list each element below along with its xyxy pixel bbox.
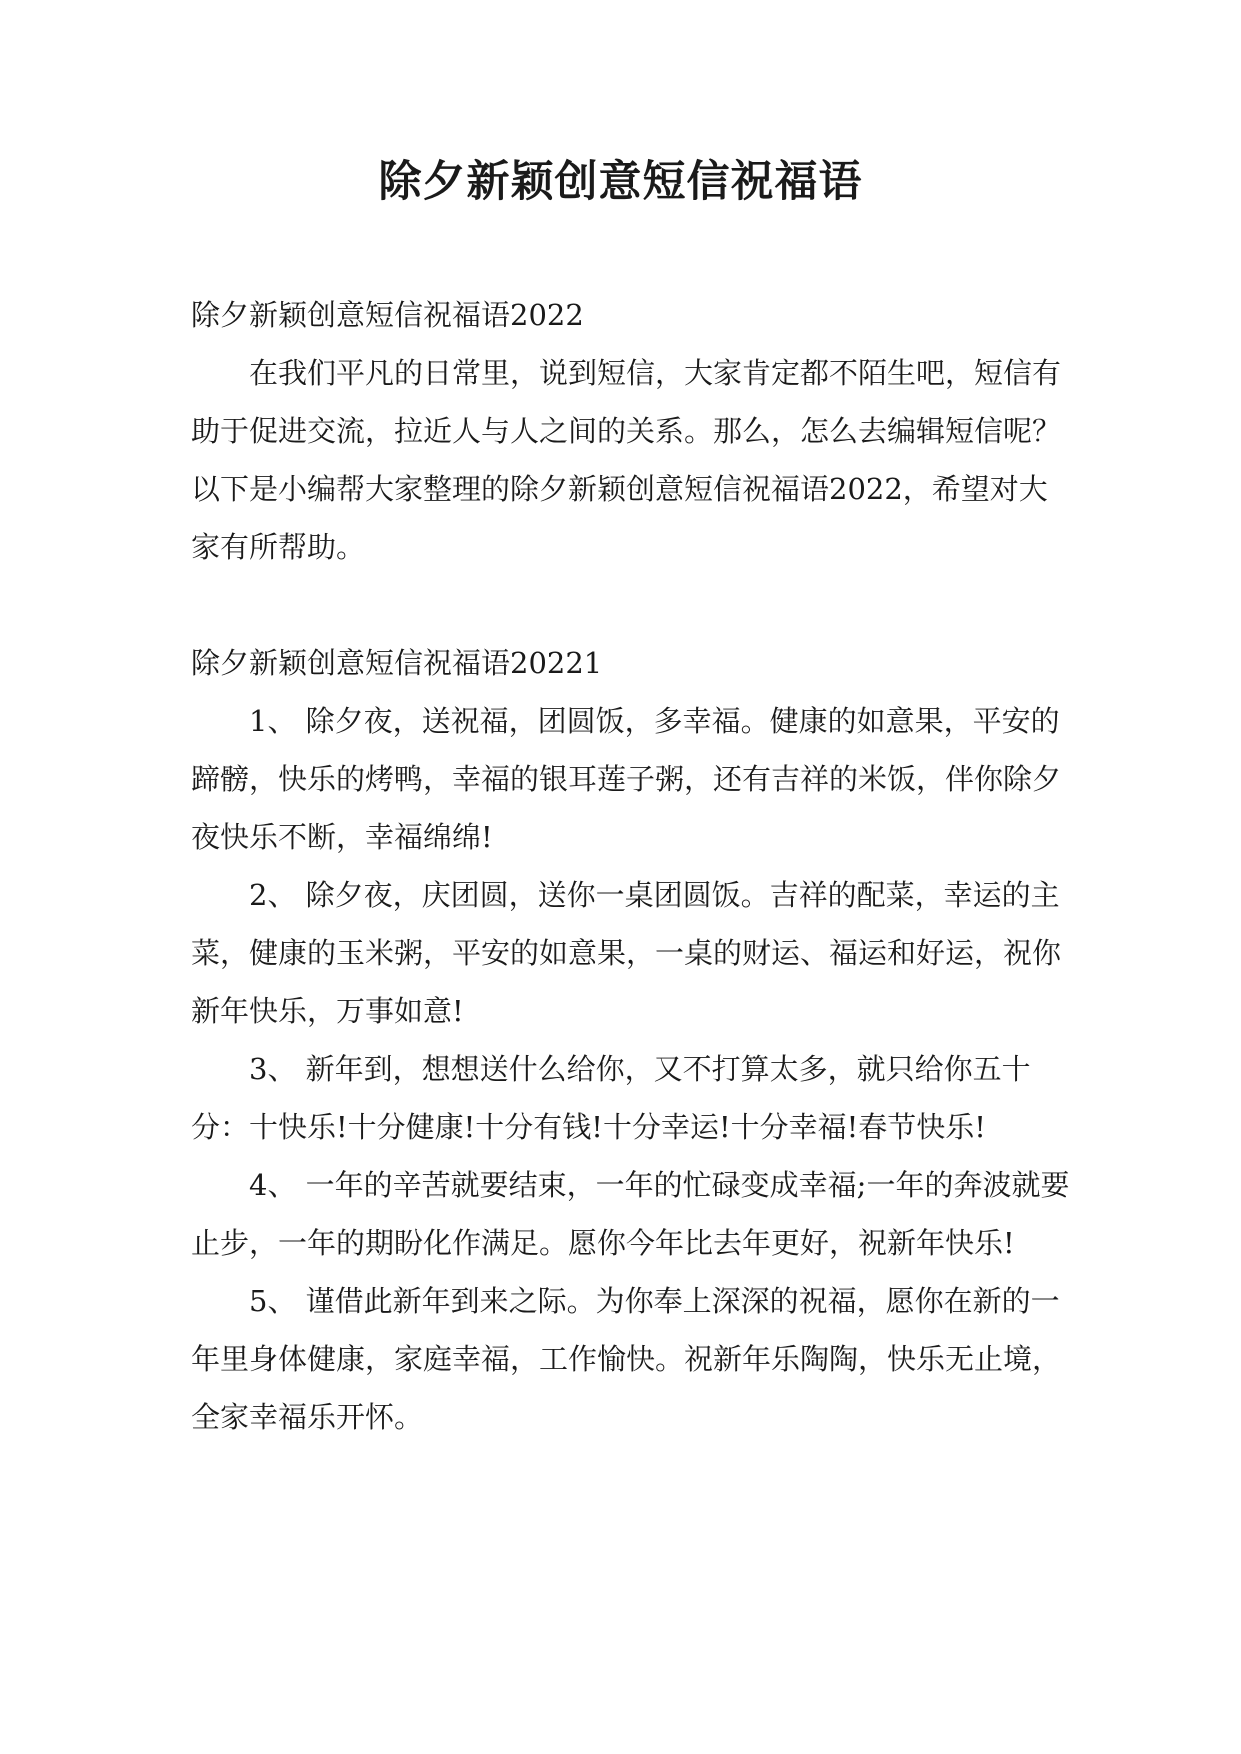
- document-title: 除夕新颖创意短信祝福语: [378, 157, 863, 207]
- intro-paragraph: 在我们平凡的日常里，说到短信，大家肯定都不陌生吧，短信有助于促进交流，拉近人与人之间的关系。那么，怎么去编辑短信呢？以下是小编帮大家整理的除夕新颖创意短信祝福语2022，希望对大家有所帮助。: [191, 356, 1062, 564]
- subtitle-heading: 除夕新颖创意短信祝福语2022: [191, 298, 584, 332]
- document-body: [191, 286, 1071, 1446]
- list-item: 2、 除夕夜，庆团圆，送你一桌团圆饭。吉祥的配菜，幸运的主菜，健康的玉米粥，平安的如意果，一桌的财运、福运和好运，祝你新年快乐，万事如意!: [191, 878, 1062, 1028]
- list-item: 3、 新年到，想想送什么给你，又不打算太多，就只给你五十分：十快乐!十分健康!十分有钱!十分幸运!十分幸福!春节快乐!: [191, 1052, 1031, 1144]
- list-item: 4、 一年的辛苦就要结束，一年的忙碌变成幸福;一年的奔波就要止步，一年的期盼化作满足。愿你今年比去年更好，祝新年快乐!: [191, 1168, 1070, 1260]
- list-item: 1、 除夕夜，送祝福，团圆饭，多幸福。健康的如意果，平安的蹄髈，快乐的烤鸭，幸福的银耳莲子粥，还有吉祥的米饭，伴你除夕夜快乐不断，幸福绵绵!: [191, 704, 1062, 854]
- list-item: 5、 谨借此新年到来之际。为你奉上深深的祝福，愿你在新的一年里身体健康，家庭幸福，工作愉快。祝新年乐陶陶，快乐无止境，全家幸福乐开怀。: [191, 1284, 1062, 1434]
- paragraph-spacer: [191, 576, 1071, 634]
- section-heading: 除夕新颖创意短信祝福语20221: [191, 646, 603, 680]
